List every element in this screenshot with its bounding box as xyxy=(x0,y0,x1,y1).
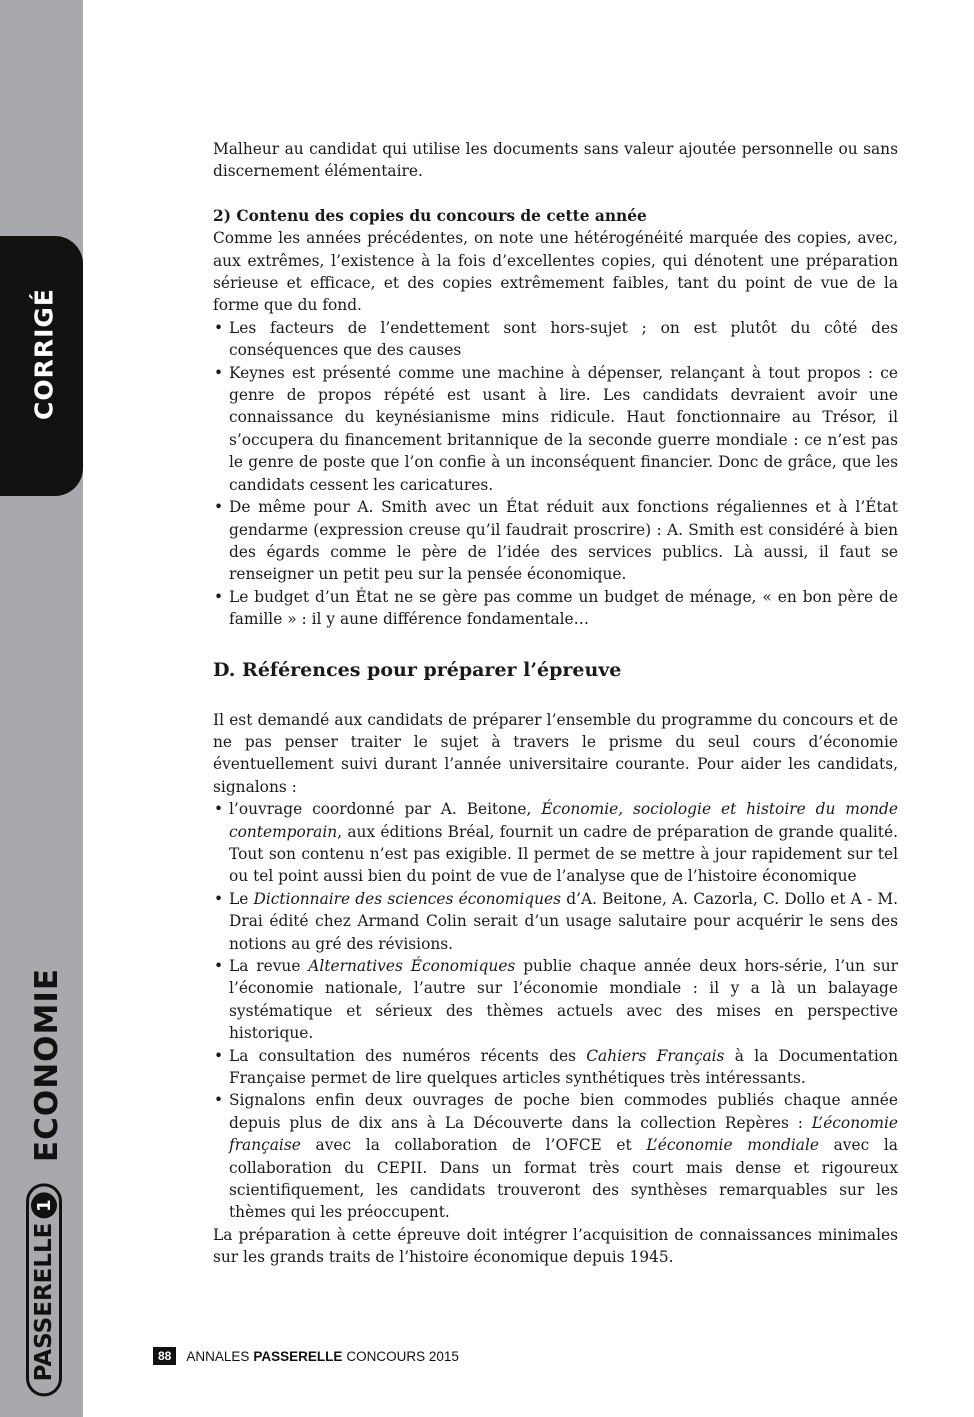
list-item: • Les facteurs de l’endettement sont hors-sujet ; on est plutôt du côté des conséquences que des causes xyxy=(213,317,898,362)
list-item: • Le Dictionnaire des sciences économiques d’A. Beitone, A. Cazorla, C. Dollo et A - M. Drai édité chez Armand Colin serait d’un usage salutaire pour acquérir le sens des notions au gré des révisions. xyxy=(213,888,898,955)
closing-paragraph: La préparation à cette épreuve doit intégrer l’acquisition de connaissances minimales sur les grands traits de l’histoire économique depuis 1945. xyxy=(213,1225,898,1267)
book-title: L’économie mondiale xyxy=(646,1136,819,1155)
list-item: • Signalons enfin deux ouvrages de poche bien commodes publiés chaque année depuis plus de dix ans à La Découverte dans la collection Repères : L’économie française avec la collaboration de l’OFCE et L’économie mondiale avec la collaboration du CEPII. Dans un format très court mais dense et rigoureux scientifiquement, les candidats trouveront des synthèses remarquables sur les thèmes qui les préoccupent. xyxy=(213,1089,898,1223)
page-footer xyxy=(153,1346,459,1366)
footer-text-pre: ANNALES xyxy=(186,1348,250,1364)
section-2-heading: 2) Contenu des copies du concours de cette année xyxy=(213,206,647,225)
publication-title: Cahiers Français xyxy=(586,1046,725,1065)
footer-text-post: CONCOURS 2015 xyxy=(346,1348,459,1364)
book-title: Dictionnaire des sciences économiques xyxy=(253,889,562,908)
intro-paragraph: Malheur au candidat qui utilise les documents sans valeur ajoutée personnelle ou sans discernement élémentaire. xyxy=(213,140,898,181)
section-d-list xyxy=(213,798,898,1224)
subject-label: ECONOMIE xyxy=(29,967,65,1163)
section-2-paragraph: Comme les années précédentes, on note une hétérogénéité marquée des copies, avec, aux extrêmes, l’existence à la fois d’excellentes copies, qui dénotent une préparation sérieuse et efficace, et des copies extrêmement faibles, tant du point de vue de la forme que du fond. xyxy=(213,229,898,315)
page-number: 88 xyxy=(153,1347,176,1365)
logo-number: 1 xyxy=(31,1193,57,1219)
logo-word: PASSERELLE xyxy=(31,1222,57,1382)
sidebar xyxy=(0,0,83,1417)
list-item: • Keynes est présenté comme une machine à dépenser, relançant à tout propos : ce genre de propos répété est usant à lire. Les candidats devraient avoir une connaissance du keynésianisme mins ridicule. Haut fonctionnaire au Trésor, il s’occupera du financement britannique de la seconde guerre mondiale : ce n’est pas le genre de poste que l’on confie à un inconséquent financier. Donc de grâce, que les candidats cessent les caricatures. xyxy=(213,362,898,496)
section-2-list xyxy=(213,317,898,631)
magazine-title: Alternatives Économiques xyxy=(308,957,516,975)
section-d-title: D. Références pour préparer l’épreuve xyxy=(213,658,622,681)
list-item: • La revue Alternatives Économiques publie chaque année deux hors-série, l’un sur l’économie nationale, l’autre sur l’économie mondiale : il y a là un balayage systématique et sérieux des thèmes actuels avec des mises en perspective historique. xyxy=(213,955,898,1045)
list-item: • l’ouvrage coordonné par A. Beitone, Économie, sociologie et histoire du monde contemporain, aux éditions Bréal, fournit un cadre de préparation de grande qualité. Tout son contenu n’est pas exigible. Il permet de se mettre à jour rapidement sur tel ou tel point aussi bien du point de vue de l’analyse que de l’histoire économique xyxy=(213,798,898,888)
book-title: L’économie française xyxy=(229,1113,898,1155)
list-item: • De même pour A. Smith avec un État réduit aux fonctions régaliennes et à l’État gendarme (expression creuse qu’il faudrait proscrire) : A. Smith est considéré à bien des égards comme le père de l’idée des services publics. Là aussi, il faut se renseigner un petit peu sur la pensée économique. xyxy=(213,496,898,586)
section-d-intro: Il est demandé aux candidats de préparer l’ensemble du programme du concours et de ne pas penser traiter le sujet à travers le prisme du seul cours d’économie éventuellement suivi durant l’année universitaire courante. Pour aider les candidats, signalons : xyxy=(213,710,898,796)
passerelle-logo xyxy=(26,1184,62,1397)
list-item: • Le budget d’un État ne se gère pas comme un budget de ménage, « en bon père de famille » : il y aune différence fondamentale… xyxy=(213,586,898,631)
book-title: Économie, sociologie et histoire du monde contemporain xyxy=(229,800,898,841)
list-item: • La consultation des numéros récents des Cahiers Français à la Documentation Française permet de lire quelques articles synthétiques très intéressants. xyxy=(213,1045,898,1090)
footer-text-brand: PASSERELLE xyxy=(253,1348,343,1364)
page-body xyxy=(213,138,898,1269)
corrige-label: CORRIGÉ xyxy=(29,288,59,420)
